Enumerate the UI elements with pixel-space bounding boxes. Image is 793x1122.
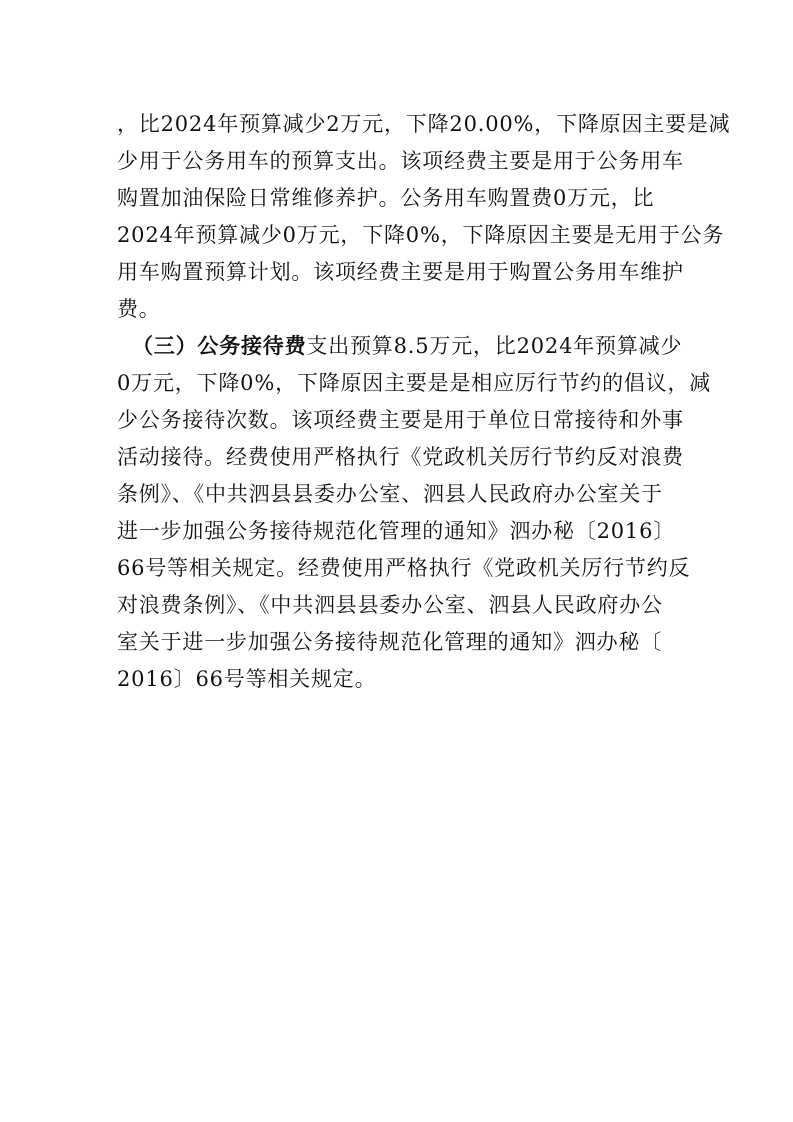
paragraph-line: 2016〕66号等相关规定。: [117, 667, 377, 691]
paragraph-line: 条例》、《中共泗县县委办公室、泗县人民政府办公室关于: [117, 482, 663, 506]
paragraph-line: 费。: [117, 297, 161, 321]
paragraph-line: 活动接待。经费使用严格执行《党政机关厉行节约反对浪费: [117, 445, 684, 469]
paragraph-line: ，比2024年预算减少2万元，下降20.00%，下降原因主要是减: [117, 112, 731, 136]
paragraph-text: 支出预算8.5万元，比2024年预算减少: [306, 334, 683, 358]
paragraph-line: 少用于公务用车的预算支出。该项经费主要是用于公务用车: [117, 149, 684, 173]
paragraph-line: 2024年预算减少0万元，下降0%，下降原因主要是无用于公务: [117, 223, 725, 247]
paragraph-line: 对浪费条例》、《中共泗县县委办公室、泗县人民政府办公: [117, 593, 663, 617]
paragraph-line: 66号等相关规定。经费使用严格执行《党政机关厉行节约反: [117, 556, 691, 580]
paragraph-line: 0万元，下降0%，下降原因主要是是相应厉行节约的倡议，减: [117, 371, 712, 395]
paragraph-line: 少公务接待次数。该项经费主要是用于单位日常接待和外事: [117, 408, 684, 432]
paragraph-line: 购置加油保险日常维修养护。公务用车购置费0万元，比: [117, 186, 655, 210]
paragraph-line: 室关于进一步加强公务接待规范化管理的通知》泗办秘〔: [117, 630, 662, 654]
paragraph-line: 用车购置预算计划。该项经费主要是用于购置公务用车维护: [117, 260, 684, 284]
section-heading: （三）公务接待费: [132, 334, 307, 358]
paragraph-line: 进一步加强公务接待规范化管理的通知》泗办秘〔2016〕: [117, 519, 676, 543]
paragraph-first-line: [132, 330, 682, 362]
